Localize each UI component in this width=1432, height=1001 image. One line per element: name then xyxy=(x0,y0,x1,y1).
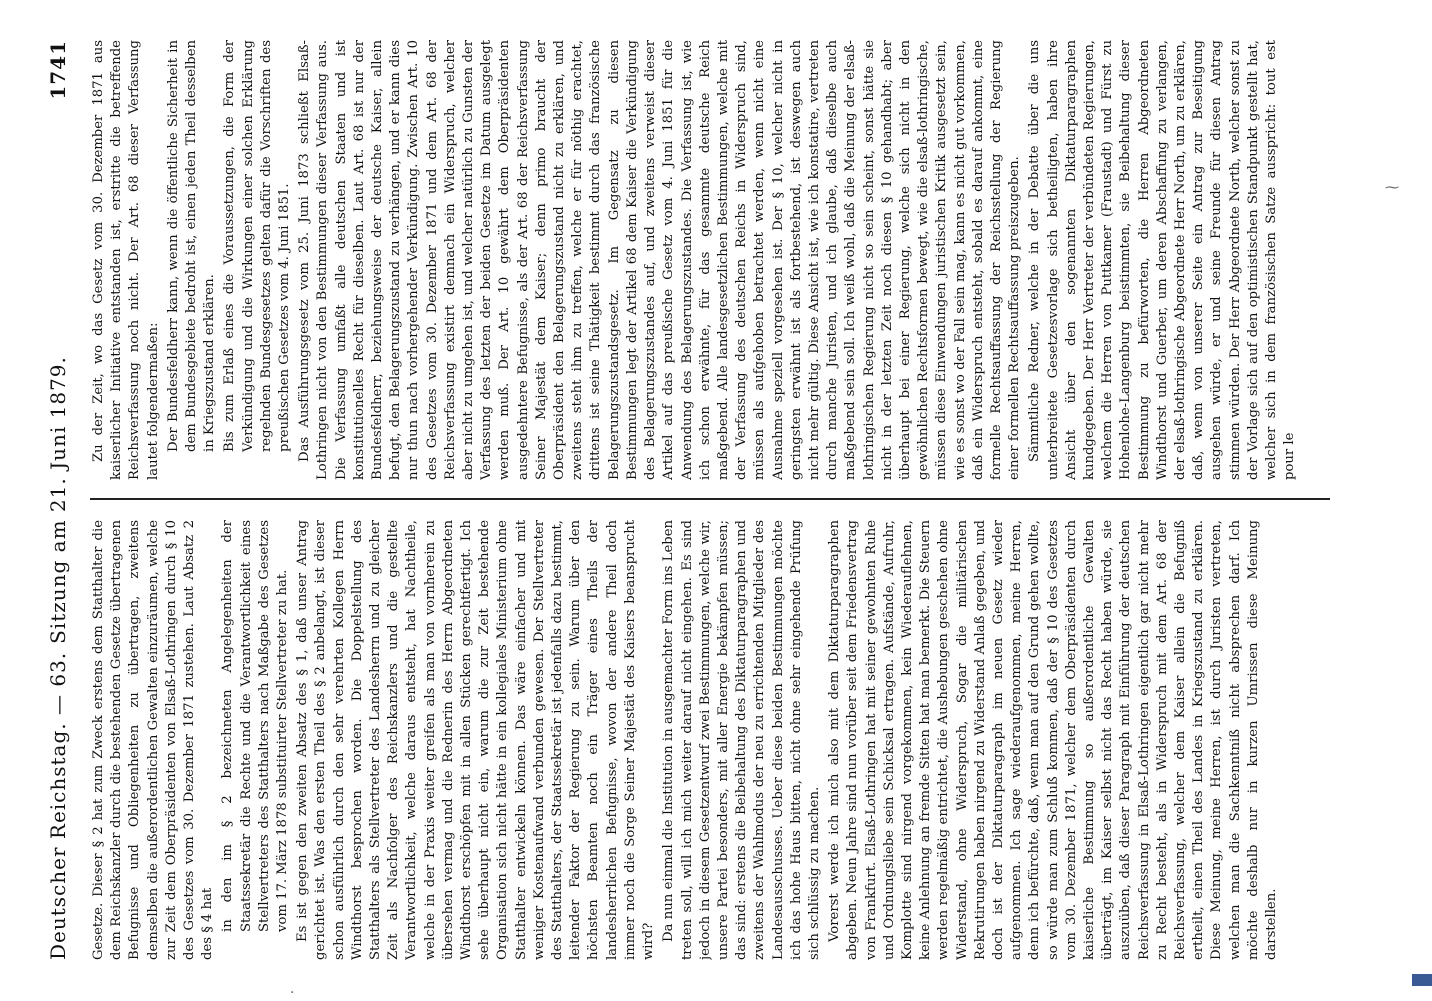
page-header xyxy=(40,40,80,960)
column-divider xyxy=(90,498,1330,500)
quoted-paragraph: Der Bundesfeldherr kann, wenn die öffentliche Sicherheit in dem Bundesgebiete bedroht ist, einen jeden Theil desselben in Kriegszustand erklären. xyxy=(165,40,218,452)
paragraph: Vorerst werde ich mich also mit dem Diktaturparagraphen abgeben. Neun Jahre sind nun vorüber seit dem Friedensvertrag von Frankfurt. Elsaß-Lothringen hat mit seiner gewohnten Ruhe und Ordnungsliebe sein Schicksal ertragen. Aufstände, Aufruhr, Komplotte sind nirgend vorgekommen, kein Wiederauflehnen, keine Anlehnung an fremde Sitten hat man bemerkt. Die Steuern werden regelmäßig entrichtet, die Aushebungen geschehen ohne Widerstand, ohne Widerspruch, Sogar die militärischen Rekrutirungen haben nirgend zu Widerstand Anlaß gegeben, und doch ist der Diktaturparagraph im neuen Gesetz wieder aufgenommen. Ich sage wiederaufgenommen, meine Herren, denn ich befürchte, daß, wenn man auf den Grund gehen wollte, so würde man zum Schluß kommen, daß der § 10 des Gesetzes vom 30. Dezember 1871, welcher dem Oberpräsidenten durch kaiserliche Bestimmung so außerordentliche Gewalten überträgt, im Kaiser selbst nicht das Recht haben würde, sie auszuüben, daß dieser Paragraph mit Einführung der deutschen Reichsverfassung in Elsaß-Lothringen eigentlich gar nicht mehr zu Recht besteht, als in Widerspruch mit dem Art. 68 der Reichsverfassung, welcher dem Kaiser allein die Befugniß ertheilt, einen Theil des Landes in Kriegszustand zu erklären. Diese Meinung, meine Herren, ist durch Juristen vertreten, welchen man die Sachkenntniß nicht absprechen darf. Ich möchte deshalb nur in kurzen Umrissen diese Meinung darstellen. xyxy=(827,520,1279,960)
header-session-date: Sitzung am 21. Juni 1879. xyxy=(46,356,70,644)
scan-mark: ⁓ xyxy=(1385,180,1399,196)
paragraph: Sämmtliche Redner, welche in der Debatte über die uns unterbreitete Gesetzesvorlage sich betheiligten, haben ihre Ansicht über den sogenannten Diktaturparagraphen kundgegeben. Der Herr Vertreter der verbündeten Regierungen, welchem die Herren von Puttkamer (Fraustadt) und Fürst zu Hohenlohe-Langenburg beistimmten, sie Beibehaltung dieser Bestimmung zu befürworten, die Herren Abgeordneten Windthorst und Guerber, um deren Abschaffung zu verlangen, der elsaß-lothringische Abgeordnete Herr North, um zu erklären, daß, wenn von unserer Seite ein Antrag zur Beseitigung ausgehen würde, er und seine Freunde für diesen Antrag stimmen würden. Der Herr Abgeordnete North, welcher sonst zu der Vorlage sich auf den optimistischen Standpunkt gestellt hat, welcher sich in dem französischen Satze ausspricht: tout est pour le xyxy=(1027,40,1298,480)
header-publication: Deutscher Reichstag. — 63. xyxy=(46,651,70,960)
quoted-paragraph: in den im § 2 bezeichneten Angelegenheiten der Staatssekretär die Rechte und die Verantwortlichkeit eines Stellvertreters des Statthalters nach Maßgabe des Gesetzes vom 17. März 1878 substituirter Stellvertreter zu hat. xyxy=(220,520,291,932)
paragraph: Zu der Zeit, wo das Gesetz vom 30. Dezember 1871 aus kaiserlicher Initiative entstanden ist, erstritte die betreffende Reichsverfassung noch nicht. Der Art. 68 dieser Verfassung lautet folgendermaßen: xyxy=(91,40,161,480)
text-column-right xyxy=(90,40,1390,480)
paragraph: Es ist gegen den zweiten Absatz des § 1, daß unser Antrag gerichtet ist. Was den ersten Theil des § 2 anbelangt, ist dieser schon ausführlich durch den sehr verehrten Kollegen Herrn Windthorst besprochen worden. Die Doppelstellung des Statthalters als Stellvertreter des Landesherrn und zu gleicher Zeit als Nachfolger des Reichskanzlers und die gestellte Verantwortlichkeit, welche daraus entsteht, hat Nachtheile, welche in der Praxis weiter greifen als man von vornherein zu übersehen vermag und die Rednerin des Herrn Abgeordneten Windthorst erschöpfen mit in allen Stücken gerechtfertigt. Ich sehe überhaupt nicht ein, warum die zur Zeit bestehende Organisation sich nicht hätte in ein kollegiales Ministerium ohne Statthalter entwickeln können. Das wäre einfacher und mit weniger Kostenaufwand verbunden gewesen. Der Stellvertreter des Statthalters, der Staatssekretär ist jedenfalls dazu bestimmt, leitender Faktor der Regierung zu sein. Warum über den höchsten Beamten noch ein Träger eines Theils der landesherrlichen Befugnisse, wovon der andere Theil doch immer noch die Sorge Seiner Majestät des Kaisers beansprucht wird? xyxy=(295,520,657,960)
scan-mark: · xyxy=(290,985,295,1001)
quoted-paragraph: Bis zum Erlaß eines die Voraussetzungen, die Form der Verkündigung und die Wirkungen einer solchen Erklärung regelnden Bundesgesetzes gelten dafür die Vorschriften des preußischen Gesetzes vom 4. Juni 1851. xyxy=(222,40,293,452)
dfg-logo xyxy=(1412,974,1432,986)
paragraph: Das Ausführungsgesetz vom 25. Juni 1873 schließt Elsaß-Lothringen nicht von den Bestimmungen dieser Verfassung aus. Die Verfassung umfaßt alle deutschen Staaten und ist konstitutionelles Recht für dieselben. Laut Art. 68 ist nur der Bundesfeldherr, beziehungsweise der deutsche Kaiser, allein befugt, den Belagerungszustand zu verhängen, und er kann dies nur thun nach vorhergehender Verkündigung. Zwischen Art. 10 des Gesetzes vom 30. Dezember 1871 und dem Art. 68 der Reichsverfassung existirt demnach ein Widerspruch, welcher aber nicht zu umgehen ist, und welcher natürlich zu Gunsten der Verfassung des letzten der beiden Gesetze im Datum ausgelegt werden muß. Der Art. 10 gewährt dem Oberpräsidenten ausgedehntere Befugnisse, als der Art. 68 der Reichsverfassung Seiner Majestät dem Kaiser; denn primo braucht der Oberpräsident den Belagerungszustand nicht zu erklären, und zweitens steht ihm zu treffen, welche er für nöthig erachtet, drittens ist seine Thätigkeit bestimmt durch das französische Belagerungszustandsgesetz. Im Gegensatz zu diesen Bestimmungen legt der Artikel 68 dem Kaiser die Verkündigung des Belagerungszustandes auf, und zweitens verweist dieser Artikel auf das preußische Gesetz vom 4. Juni 1851 für die Anwendung des Belagerungszustandes. Die Verfassung ist, wie ich schon erwähnte, für das gesammte deutsche Reich maßgebend. Alle landesgesetzlichen Bestimmungen, welche mit der Verfassung des deutschen Reichs in Widerspruch sind, müssen als aufgehoben betrachtet werden, wenn nicht eine Ausnahme speziell vorgesehen ist. Der § 10, welcher nicht in geringsten erwähnt ist als fortbestehend, ist deswegen auch nicht mehr gültig. Diese Ansicht ist, wie ich konstatire, vertreten durch manche Juristen, und ich glaube, daß dieselbe auch maßgebend sein soll. Ich weiß wohl, daß die Meinung der elsaß-lothringischen Regierung nicht so sein scheint, sonst hätte sie nicht in der letzten Zeit noch diesen § 10 gehandhabt; aber überhaupt bei einer Regierung, welche sich nicht in den gewöhnlichen Rechtsformen bewegt, wie die elsaß-lothringische, müssen diese Einwendungen juristischen Kritik ausgesetzt sein, wie es sonst wo der Fall sein mag, kann es nicht gut vorkommen, daß ein Widerspruch entsteht, sobald es darauf ankommt, eine formelle Rechtsauffassung der Reichsstellung der Regierung einer formellen Rechtsauffassung preiszugeben. xyxy=(297,40,1023,480)
paragraph: Gesetze. Dieser § 2 hat zum Zweck erstens dem Statthalter die dem Reichskanzler durch die bestehenden Gesetze übertragenen Befugnisse und Obliegenheiten zu übertragen, zweitens demselben die außerordentlichen Gewalten einzuräumen, welche zur Zeit dem Oberpräsidenten von Elsaß-Lothringen durch § 10 des Gesetzes vom 30. Dezember 1871 zustehen. Laut Absatz 2 des § 4 hat xyxy=(91,520,216,960)
digitization-note xyxy=(1408,0,1428,1000)
text-column-left xyxy=(90,520,1390,960)
paragraph: Da nun einmal die Institution in ausgemachter Form ins Leben treten soll, will ich mich weiter darauf nicht eingehen. Es sind jedoch in diesem Gesetzentwurf zwei Bestimmungen, welche wir, unsere Partei besonders, mit aller Energie bekämpfen müssen; das sind: erstens die Beibehaltung des Diktaturparagraphen und zweitens der Wahlmodus der neu zu errichtenden Mitglieder des Landesausschusses. Ueber diese beiden Bestimmungen möchte ich das hohe Haus bitten, nicht ohne sehr eingehende Prüfung sich schlüssig zu machen. xyxy=(661,520,822,960)
page-number: 1741 xyxy=(46,40,70,100)
